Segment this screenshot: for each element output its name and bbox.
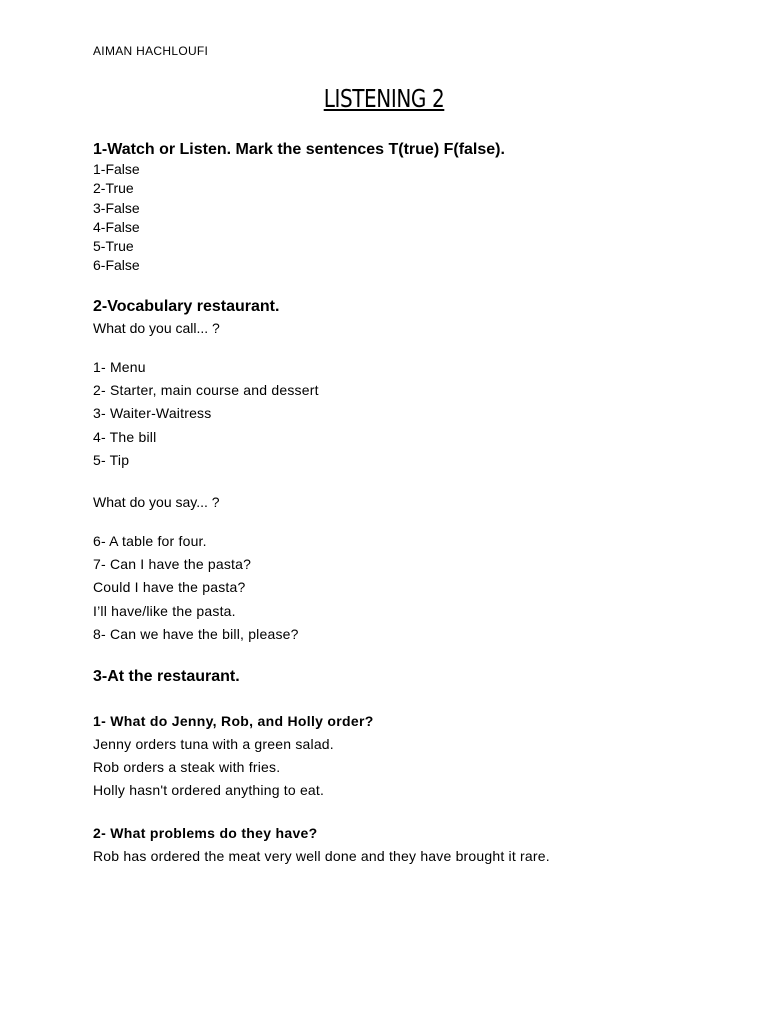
- section-3-heading: [93, 667, 240, 687]
- answer-item: 4-False: [93, 218, 140, 235]
- answer-item: 1-False: [93, 161, 140, 177]
- list-item: 5- Tip: [93, 451, 130, 468]
- list-item: 7- Can I have the pasta?: [93, 556, 252, 573]
- list-item: Could I have the pasta?: [93, 579, 246, 596]
- call-items-list: [93, 356, 319, 472]
- document-title: LISTENING 2: [323, 84, 445, 113]
- answer-line: Rob orders a steak with fries.: [93, 759, 281, 776]
- question-say: What do you say... ?: [93, 494, 220, 510]
- question-2-answers: [93, 845, 550, 868]
- list-item: 6- A table for four.: [93, 533, 207, 549]
- answer-line: Holly hasn't ordered anything to eat.: [93, 782, 325, 799]
- section-3-heading-text: 3-At the restaurant.: [93, 668, 240, 685]
- section-1: [93, 140, 505, 276]
- answer-line: Jenny orders tuna with a green salad.: [93, 736, 334, 752]
- say-items-list: [93, 530, 299, 646]
- answer-item: 3-False: [93, 199, 140, 216]
- list-item: I’ll have/like the pasta.: [93, 602, 236, 619]
- question-2: [93, 824, 317, 842]
- section-2-heading: [93, 297, 279, 317]
- section-1-heading: 1-Watch or Listen. Mark the sentences T(true) F(false).: [93, 141, 505, 158]
- author-name: AIMAN HACHLOUFI: [93, 44, 209, 58]
- list-item: 4- The bill: [93, 428, 157, 445]
- question-1-text: 1- What do Jenny, Rob, and Holly order?: [93, 713, 374, 729]
- answer-item: 6-False: [93, 257, 140, 274]
- question-2-text: 2- What problems do they have?: [93, 825, 318, 841]
- section-2-heading-text: 2-Vocabulary restaurant.: [93, 298, 280, 315]
- list-item: 1- Menu: [93, 359, 146, 375]
- list-item: 3- Waiter-Waitress: [93, 405, 212, 422]
- list-item: 2- Starter, main course and dessert: [93, 382, 319, 399]
- answer-item: 5-True: [93, 238, 134, 255]
- list-item: 8- Can we have the bill, please?: [93, 625, 299, 642]
- answer-line: Rob has ordered the meat very well done and they have brought it rare.: [93, 848, 550, 864]
- question-1: [93, 712, 374, 730]
- question-call: What do you call... ?: [93, 320, 220, 336]
- answer-item: 2-True: [93, 180, 134, 197]
- question-1-answers: [93, 733, 334, 803]
